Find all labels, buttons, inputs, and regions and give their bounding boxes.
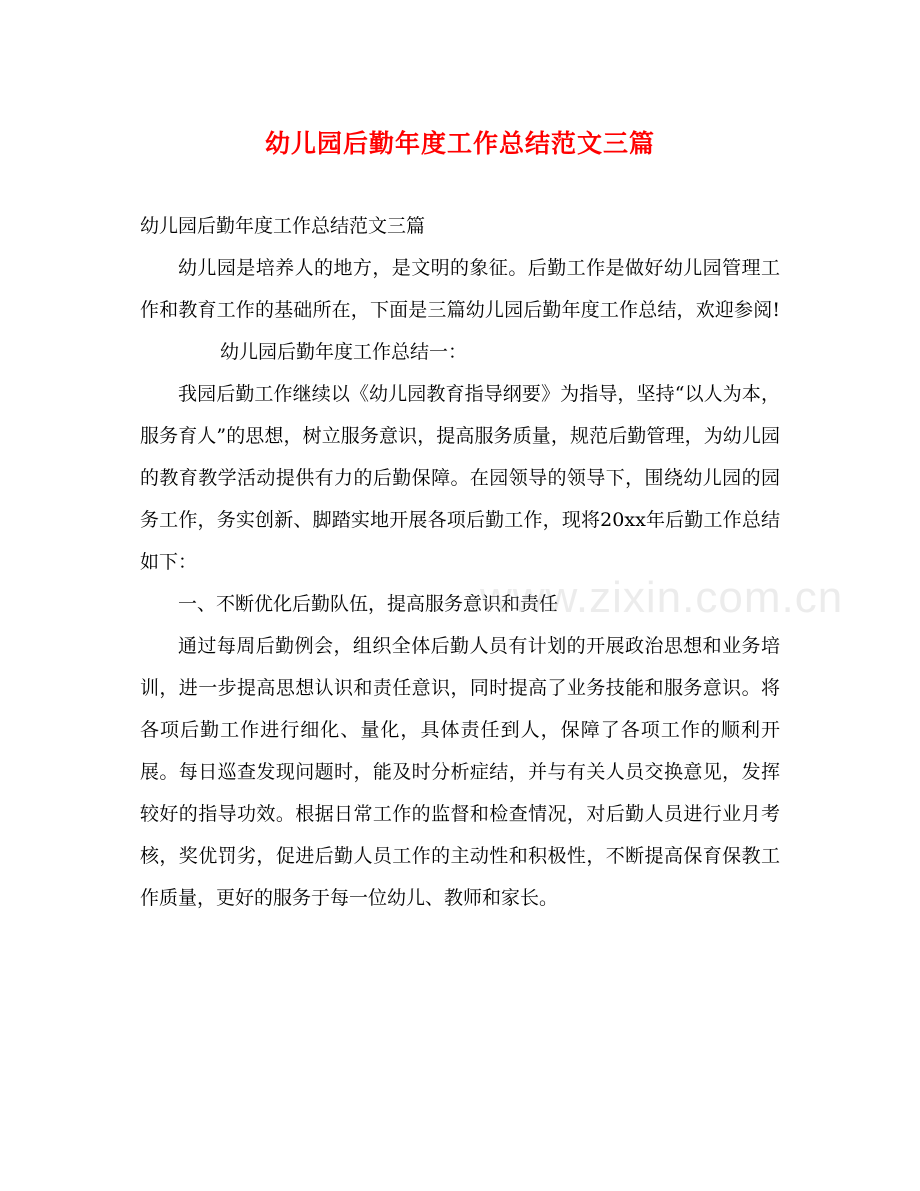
document-body xyxy=(140,205,844,919)
body-paragraph: 我园后勤工作继续以《幼儿园教育指导纲要》为指导，坚持“以人为本，服务育人”的思想，树立服务意识，提高服务质量，规范后勤管理，为幼儿园的教育教学活动提供有力的后勤保障。在园领导的领导下，围绕幼儿园的园务工作，务实创新、脚踏实地开展各项后勤工作，现将20xx年后勤工作总结如下： xyxy=(140,383,780,573)
document-title: 幼儿园后勤年度工作总结范文三篇 xyxy=(264,129,655,158)
section-heading: 一、不断优化后勤队伍，提高服务意识和责任 xyxy=(178,593,559,615)
intro-heading: 幼儿园后勤年度工作总结一： xyxy=(220,341,468,363)
intro-paragraph xyxy=(140,247,780,373)
intro-text: 幼儿园是培养人的地方，是文明的象征。后勤工作是做好幼儿园管理工作和教育工作的基础所在，下面是三篇幼儿园后勤年度工作总结，欢迎参阅! xyxy=(140,257,780,321)
body-paragraph: 通过每周后勤例会，组织全体后勤人员有计划的开展政治思想和业务培训，进一步提高思想认识和责任意识，同时提高了业务技能和服务意识。将各项后勤工作进行细化、量化，具体责任到人，保障了各项工作的顺利开展。每日巡查发现问题时，能及时分析症结，并与有关人员交换意见，发挥较好的指导功效。根据日常工作的监督和检查情况，对后勤人员进行业月考核，奖优罚劣，促进后勤人员工作的主动性和积极性，不断提高保育保教工作质量，更好的服务于每一位幼儿、教师和家长。 xyxy=(140,635,780,909)
watermark: www.zixin.com.cn xyxy=(480,573,844,622)
document-subtitle: 幼儿园后勤年度工作总结范文三篇 xyxy=(140,215,426,237)
